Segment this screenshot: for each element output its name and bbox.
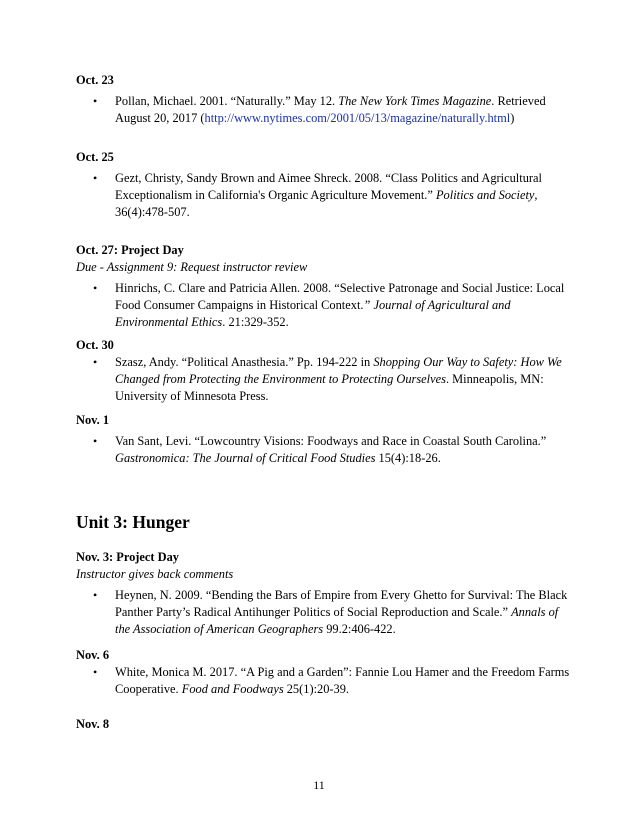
reading-entry [76,354,576,405]
citation-title: ” Journal of Agricultural and Environmental Ethics [115,298,511,329]
citation-text: Gezt, Christy, Sandy Brown and Aimee Shreck. 2008. “Class Politics and Agricultural Exceptionalism in California's Organic Agriculture Movement.” [115,171,542,202]
date-heading: Nov. 6 [76,648,110,662]
schedule-day [76,72,576,127]
reading-entry [76,280,576,331]
reading-entry [76,433,576,467]
date-heading: Oct. 23 [76,73,114,87]
citation-text: Szasz, Andy. “Political Anasthesia.” Pp. 194-222 in [115,355,374,369]
bullet-icon: • [93,281,98,295]
citation-text: Hinrichs, C. Clare and Patricia Allen. 2008. “Selective Patronage and Social Justice: Local Food Consumer Campaigns in Historical Context. [115,281,565,312]
date-heading: Oct. 27: Project Day [76,243,184,257]
reading-entry [76,170,576,221]
citation-text: . 21:329-352. [222,315,289,329]
date-heading: Oct. 25 [76,150,114,164]
citation-text: Heynen, N. 2009. “Bending the Bars of Empire from Every Ghetto for Survival: The Black Panther Party’s Radical Antihunger Politics of Social Reproduction and Scale.” [115,588,568,619]
schedule-day [76,716,576,733]
bullet-icon: • [93,665,98,679]
schedule-day [76,149,576,221]
citation-text: , 36(4):478-507. [115,188,538,219]
day-note: Due - Assignment 9: Request instructor review [76,260,308,274]
citation-title: Shopping Our Way to Safety: How We Changed from Protecting the Environment to Protecting Ourselves [115,355,562,386]
citation-text: 25(1):20-39. [283,682,350,696]
bullet-icon: • [93,588,98,602]
date-heading: Nov. 3: Project Day [76,550,179,564]
schedule-day [76,647,576,698]
bullet-icon: • [93,171,98,185]
citation-text: . Retrieved August 20, 2017 ( [115,94,546,125]
date-heading: Nov. 8 [76,717,110,731]
citation-title: Politics and Society [435,188,535,202]
schedule-day [76,242,576,331]
schedule-day [76,412,576,467]
citation-text: ) [510,111,515,125]
page-number: 11 [313,778,325,792]
citation-text: White, Monica M. 2017. “A Pig and a Garden”: Fannie Lou Hamer and the Freedom Farms Cooperative. [115,665,570,696]
bullet-icon: • [93,355,98,369]
citation-link[interactable]: http://www.nytimes.com/2001/05/13/magazine/naturally.html [204,111,511,125]
citation-text: Van Sant, Levi. “Lowcountry Visions: Foodways and Race in Coastal South Carolina.” [115,434,547,448]
citation-title: The New York Times Magazine [338,94,492,108]
citation-text: 15(4):18-26. [375,451,441,465]
schedule-day [76,549,576,638]
reading-entry [76,93,576,127]
citation-title: Annals of the Association of American Geographers [115,605,559,636]
date-heading: Oct. 30 [76,338,114,352]
reading-entry [76,587,576,638]
date-heading: Nov. 1 [76,413,110,427]
citation-text: 99.2:406-422. [323,622,396,636]
citation-title: Food and Foodways [181,682,284,696]
citation-text: . Minneapolis, MN: University of Minnesota Press. [115,372,544,403]
day-note: Instructor gives back comments [76,567,234,581]
citation-text: Pollan, Michael. 2001. “Naturally.” May 12. [115,94,339,108]
citation-title: Gastronomica: The Journal of Critical Food Studies [115,451,376,465]
schedule-day [76,337,576,405]
bullet-icon: • [93,94,98,108]
reading-entry [76,664,576,698]
bullet-icon: • [93,434,98,448]
unit-heading: Unit 3: Hunger [76,512,190,532]
